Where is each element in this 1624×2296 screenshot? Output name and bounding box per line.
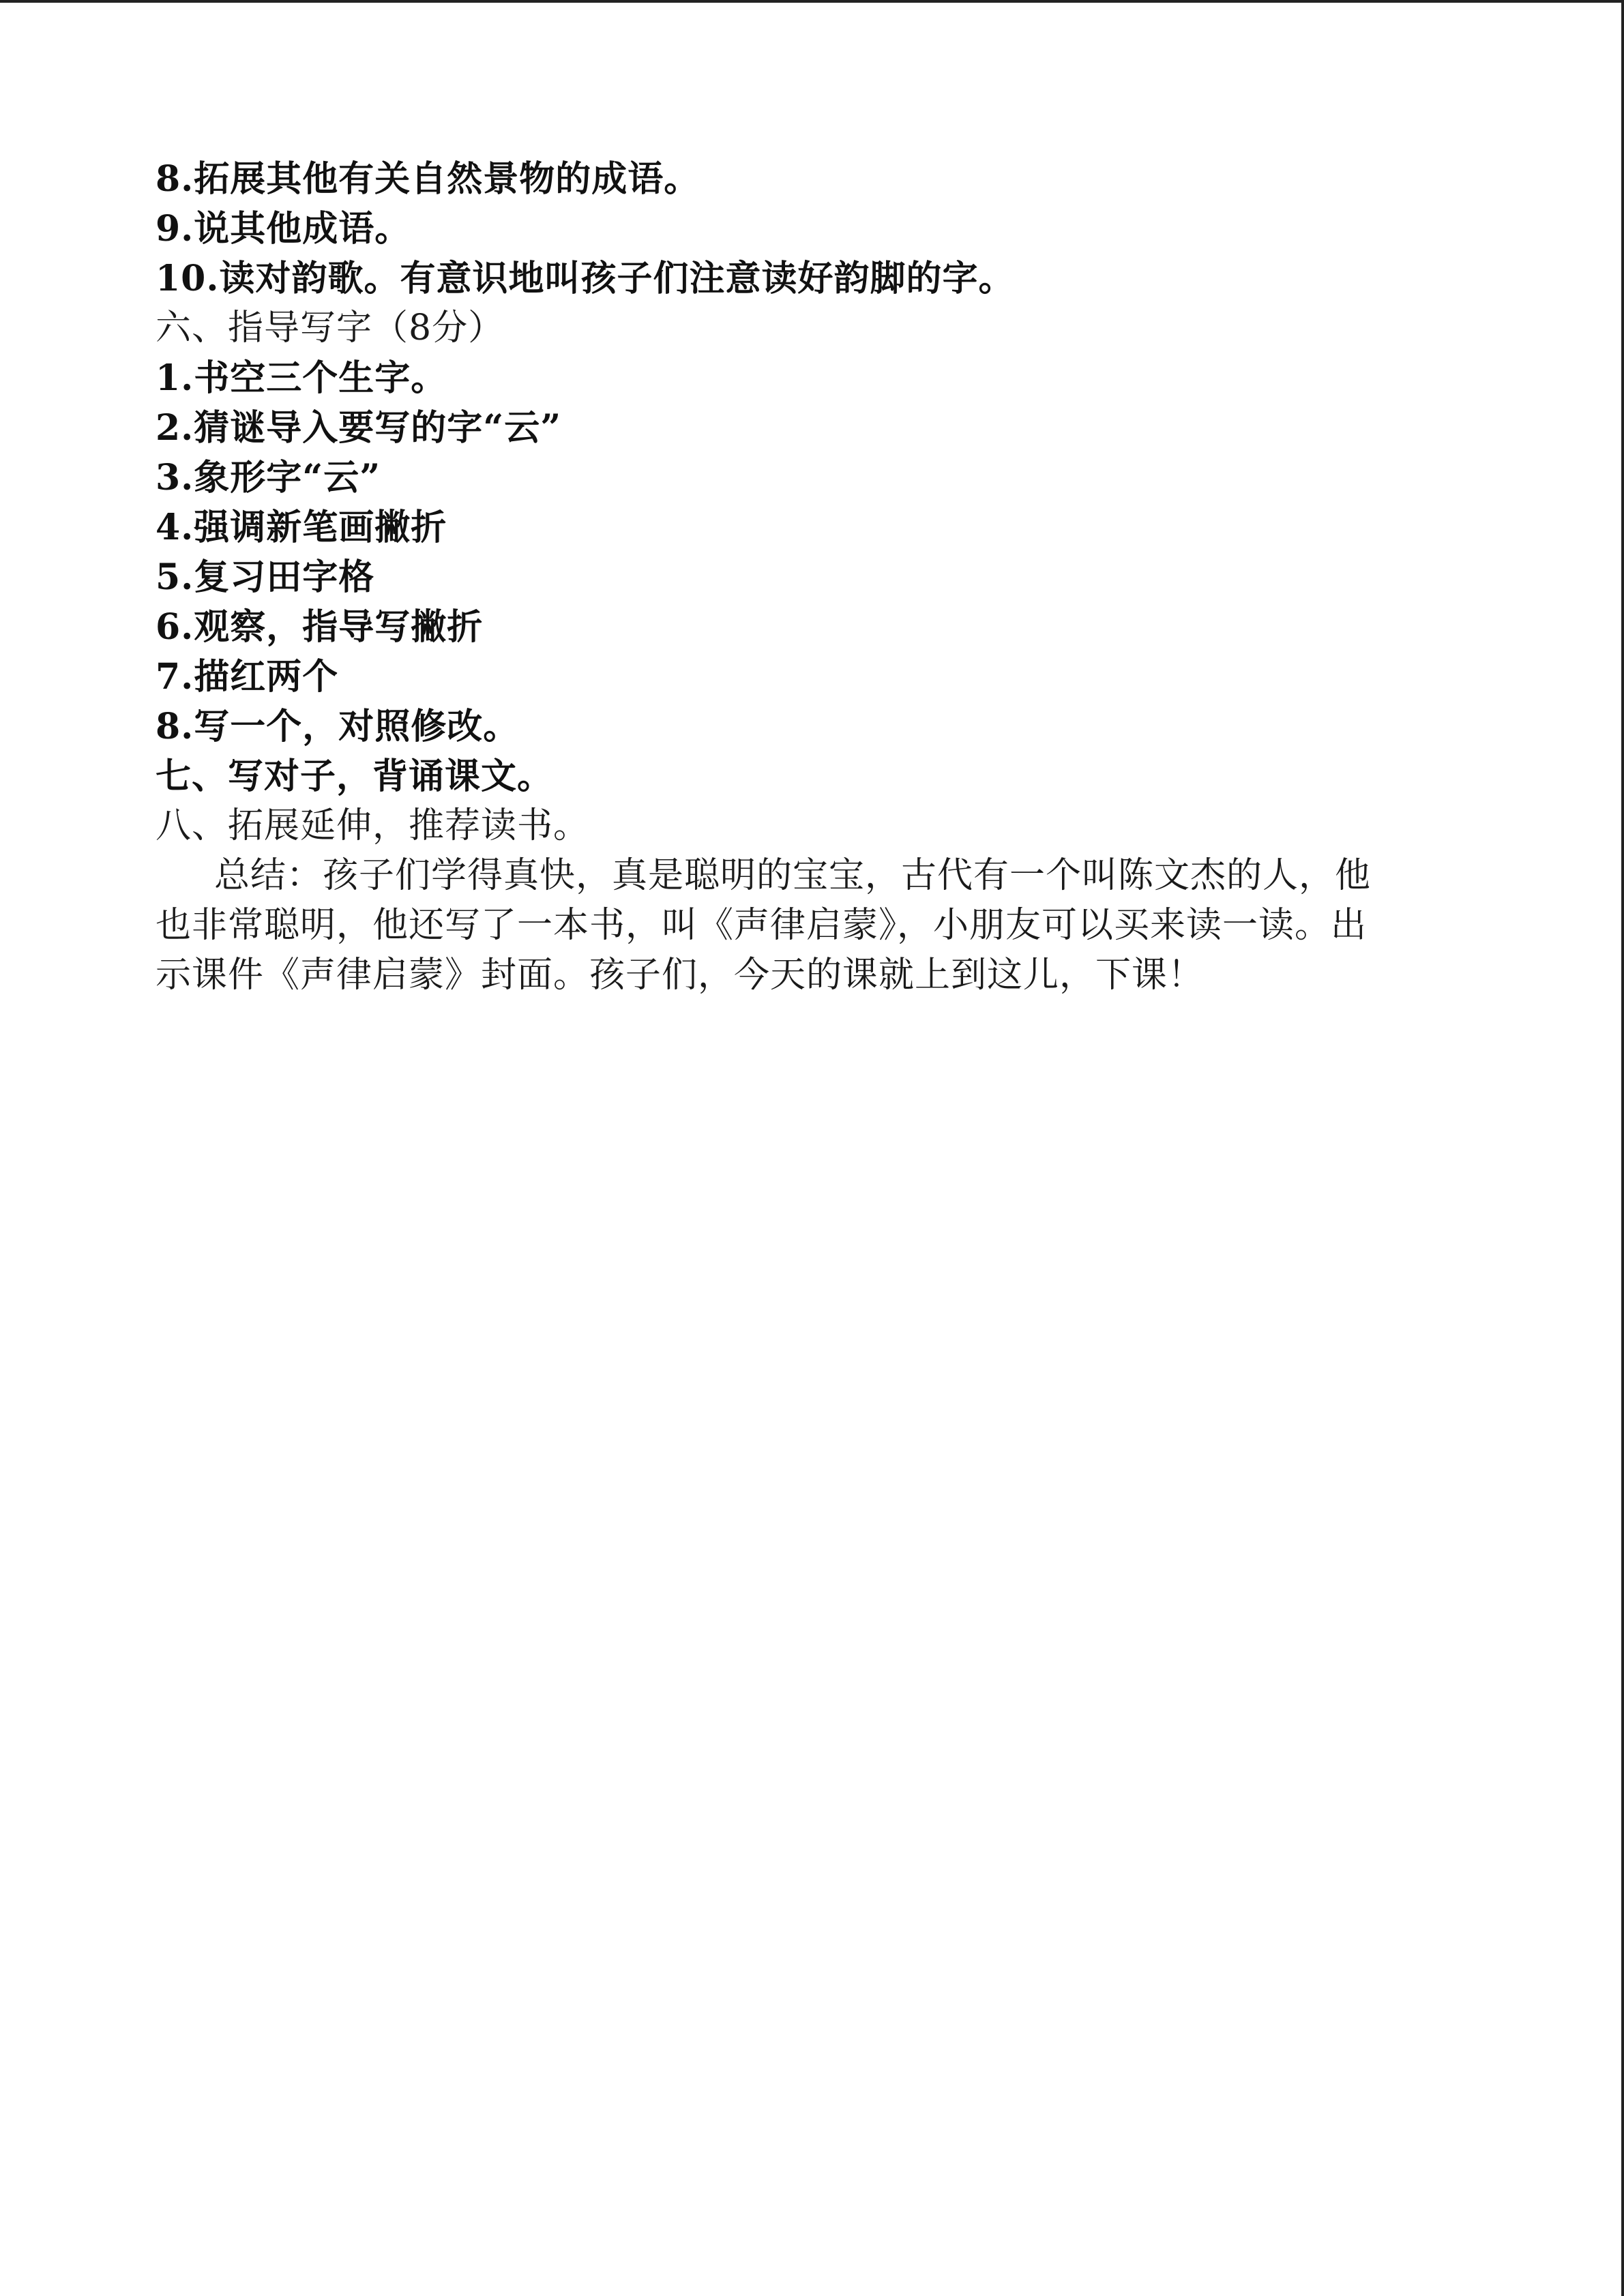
section-8-heading: 八、拓展延伸，推荐读书。 bbox=[156, 805, 590, 846]
summary-line-2: 也非常聪明，他还写了一本书，叫《声律启蒙》，小朋友可以买来读一读。出 bbox=[156, 905, 1368, 946]
writing-step-5: 5.复习田字格 bbox=[156, 556, 375, 598]
section-6-heading: 六、指导写字（8分） bbox=[156, 308, 505, 348]
page-border-right bbox=[1621, 0, 1624, 2296]
writing-step-4: 4.强调新笔画撇折 bbox=[156, 507, 447, 548]
item-9-other-idioms: 9.说其他成语。 bbox=[156, 208, 411, 250]
summary-paragraph bbox=[156, 851, 1455, 1000]
writing-step-8: 8.写一个，对照修改。 bbox=[156, 706, 520, 747]
writing-step-7: 7.描红两个 bbox=[156, 656, 339, 698]
writing-step-6: 6.观察，指导写撇折 bbox=[156, 606, 484, 648]
item-10-rhyme-song: 10.读对韵歌。有意识地叫孩子们注意读好韵脚的字。 bbox=[156, 258, 1015, 299]
summary-line-3: 示课件《声律启蒙》封面。孩子们，今天的课就上到这儿，下课！ bbox=[156, 955, 1205, 996]
writing-step-3: 3.象形字“云” bbox=[156, 457, 381, 498]
writing-step-1: 1.书空三个生字。 bbox=[156, 357, 447, 399]
page-border-top bbox=[0, 0, 1624, 3]
section-7-heading: 七、写对子，背诵课文。 bbox=[156, 756, 554, 797]
document-body bbox=[156, 154, 1465, 1000]
summary-line-1: 总结：孩子们学得真快，真是聪明的宝宝，古代有一个叫陈文杰的人，他 bbox=[214, 855, 1372, 896]
item-8-extend-idioms: 8.拓展其他有关自然景物的成语。 bbox=[156, 158, 700, 200]
writing-step-2: 2.猜谜导入要写的字“云” bbox=[156, 407, 562, 449]
